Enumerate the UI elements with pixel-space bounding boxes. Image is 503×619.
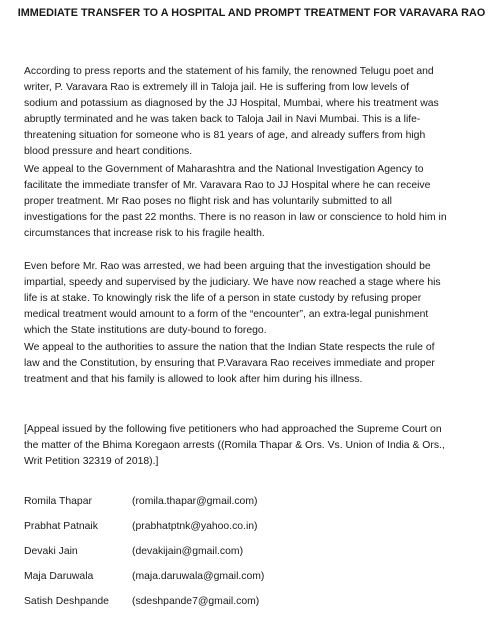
text-line: investigations for the past 22 months. There is no reason in law or conscience to hold him in bbox=[24, 212, 447, 224]
text-line: circumstances that increase risk to his fragile health. bbox=[24, 228, 265, 240]
text-line: According to press reports and the statement of his family, the renowned Telugu poet and bbox=[24, 66, 434, 77]
document-title: IMMEDIATE TRANSFER TO A HOSPITAL AND PROMPT TREATMENT FOR VARAVARA RAO bbox=[17, 7, 486, 19]
text-line: life is at stake. To knowingly risk the life of a person in state custody by refusing proper bbox=[24, 293, 422, 305]
paragraph-transfer-appeal bbox=[24, 162, 484, 242]
text-line: threatening situation for someone who is 81 years of age, and already suffers from high bbox=[24, 130, 426, 142]
paragraph-health-condition bbox=[24, 64, 484, 161]
text-line: We appeal to the authorities to assure the nation that the Indian State respects the rule of bbox=[24, 342, 435, 353]
appeal-note bbox=[24, 422, 484, 470]
text-line: blood pressure and heart conditions. bbox=[24, 146, 193, 158]
text-line: impartial, speedy and supervised by the judiciary. We have now reached a stage where his bbox=[24, 277, 441, 289]
text-line: [Appeal issued by the following five petitioners who had approached the Supreme Court on bbox=[24, 424, 442, 435]
signatory-email: (romila.thapar@gmail.com) bbox=[132, 496, 258, 507]
signatory-email: (sdeshpande7@gmail.com) bbox=[132, 596, 260, 607]
text-line: writer, P. Varavara Rao is extremely ill in Taloja jail. He is suffering from low levels of bbox=[24, 82, 409, 94]
text-line: facilitate the immediate transfer of Mr. Varavara Rao to JJ Hospital where he can receive bbox=[24, 180, 431, 192]
text-line: which the State institutions are duty-bound to forego. bbox=[24, 325, 267, 337]
signatory-email: (prabhatptnk@yahoo.co.in) bbox=[132, 521, 258, 532]
signatory-name: Satish Deshpande bbox=[24, 596, 109, 607]
text-line: We appeal to the Government of Maharashtra and the National Investigation Agency to bbox=[24, 164, 424, 175]
signatory-name: Romila Thapar bbox=[24, 496, 92, 507]
text-line: medical treatment would amount to a form of the “encounter”, an extra-legal punishment bbox=[24, 309, 429, 321]
signatory-email: (devakijain@gmail.com) bbox=[132, 546, 244, 557]
text-line: Even before Mr. Rao was arrested, we had been arguing that the investigation should be bbox=[24, 261, 431, 272]
text-line: the matter of the Bhima Koregaon arrests ((Romila Thapar & Ors. Vs. Union of India & Ors., bbox=[24, 440, 445, 452]
paragraph-rule-of-law bbox=[24, 340, 484, 388]
text-line: sodium and potassium as diagnosed by the JJ Hospital, Mumbai, where his treatment was bbox=[24, 98, 439, 110]
text-line: law and the Constitution, by ensuring that P.Varavara Rao receives immediate and proper bbox=[24, 358, 435, 370]
text-line: Writ Petition 32319 of 2018).] bbox=[24, 456, 159, 468]
signatory-name: Prabhat Patnaik bbox=[24, 521, 98, 532]
text-line: treatment and that his family is allowed to look after him during his illness. bbox=[24, 374, 363, 386]
paragraph-investigation bbox=[24, 259, 484, 339]
signatory-name: Maja Daruwala bbox=[24, 571, 94, 582]
text-line: proper treatment. Mr Rao poses no flight risk and has voluntarily submitted to all bbox=[24, 196, 392, 208]
signatory-name: Devaki Jain bbox=[24, 546, 78, 557]
text-line: abruptly terminated and he was taken back to Taloja Jail in Navi Mumbai. This is a life- bbox=[24, 114, 421, 126]
signatory-email: (maja.daruwala@gmail.com) bbox=[132, 571, 265, 582]
